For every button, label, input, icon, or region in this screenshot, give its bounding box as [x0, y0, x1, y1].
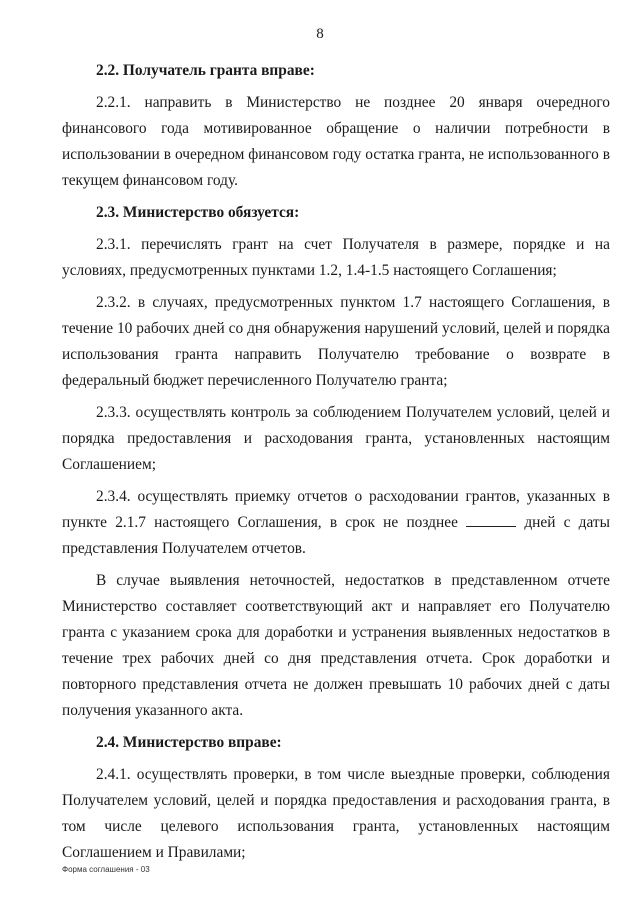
clause-2-3-4-text-before: 2.3.4. осуществлять приемку отчетов о расходовании грантов, указанных в пункте 2.1.7 настоящего Соглашения, в срок не позднее: [62, 488, 610, 531]
clause-2-3-4-text-after: дней с даты представления Получателем отчетов.: [62, 514, 610, 557]
page-number: 8: [316, 26, 324, 42]
blank-days-field: [466, 512, 516, 527]
clause-2-2-1: 2.2.1. направить в Министерство не позднее 20 января очередного финансового года мотивированное обращение о наличии потребности в использовании в очередном финансовом году остатка гранта, не использованного в текущем финансовом году.: [62, 94, 610, 189]
clause-2-4-1: 2.4.1. осуществлять проверки, в том числе выездные проверки, соблюдения Получателем условий, целей и порядка предоставления и расходования гранта, в том числе целевого использования гранта, установленных настоящим Соглашением и Правилами;: [62, 766, 610, 861]
section-2-2-heading: 2.2. Получатель гранта вправе:: [96, 62, 315, 79]
clause-2-3-4: [62, 484, 610, 562]
clause-2-3-3: 2.3.3. осуществлять контроль за соблюдением Получателем условий, целей и порядка предоставления и расходования гранта, установленных настоящим Соглашением;: [62, 404, 610, 473]
document-body: [62, 58, 610, 872]
section-2-3-heading: 2.3. Министерство обязуется:: [96, 204, 300, 221]
section-2-4-heading: 2.4. Министерство вправе:: [96, 734, 282, 751]
clause-2-3-2: 2.3.2. в случаях, предусмотренных пунктом 1.7 настоящего Соглашения, в течение 10 рабочих дней со дня обнаружения нарушений условий, целей и порядка использования гранта направить Получателю требование о возврате в федеральный бюджет перечисленного Получателю гранта;: [62, 294, 610, 389]
clause-2-3-1: 2.3.1. перечислять грант на счет Получателя в размере, порядке и на условиях, предусмотренных пунктами 1.2, 1.4-1.5 настоящего Соглашения;: [62, 236, 610, 279]
form-footer: Форма соглашения - 03: [62, 865, 150, 874]
clause-2-3-4-continuation: В случае выявления неточностей, недостатков в представленном отчете Министерство составляет соответствующий акт и направляет его Получателю гранта с указанием срока для доработки и устранения выявленных недостатков в течение трех рабочих дней со дня представления отчета. Срок доработки и повторного представления отчета не должен превышать 10 рабочих дней с даты получения указанного акта.: [62, 572, 610, 719]
